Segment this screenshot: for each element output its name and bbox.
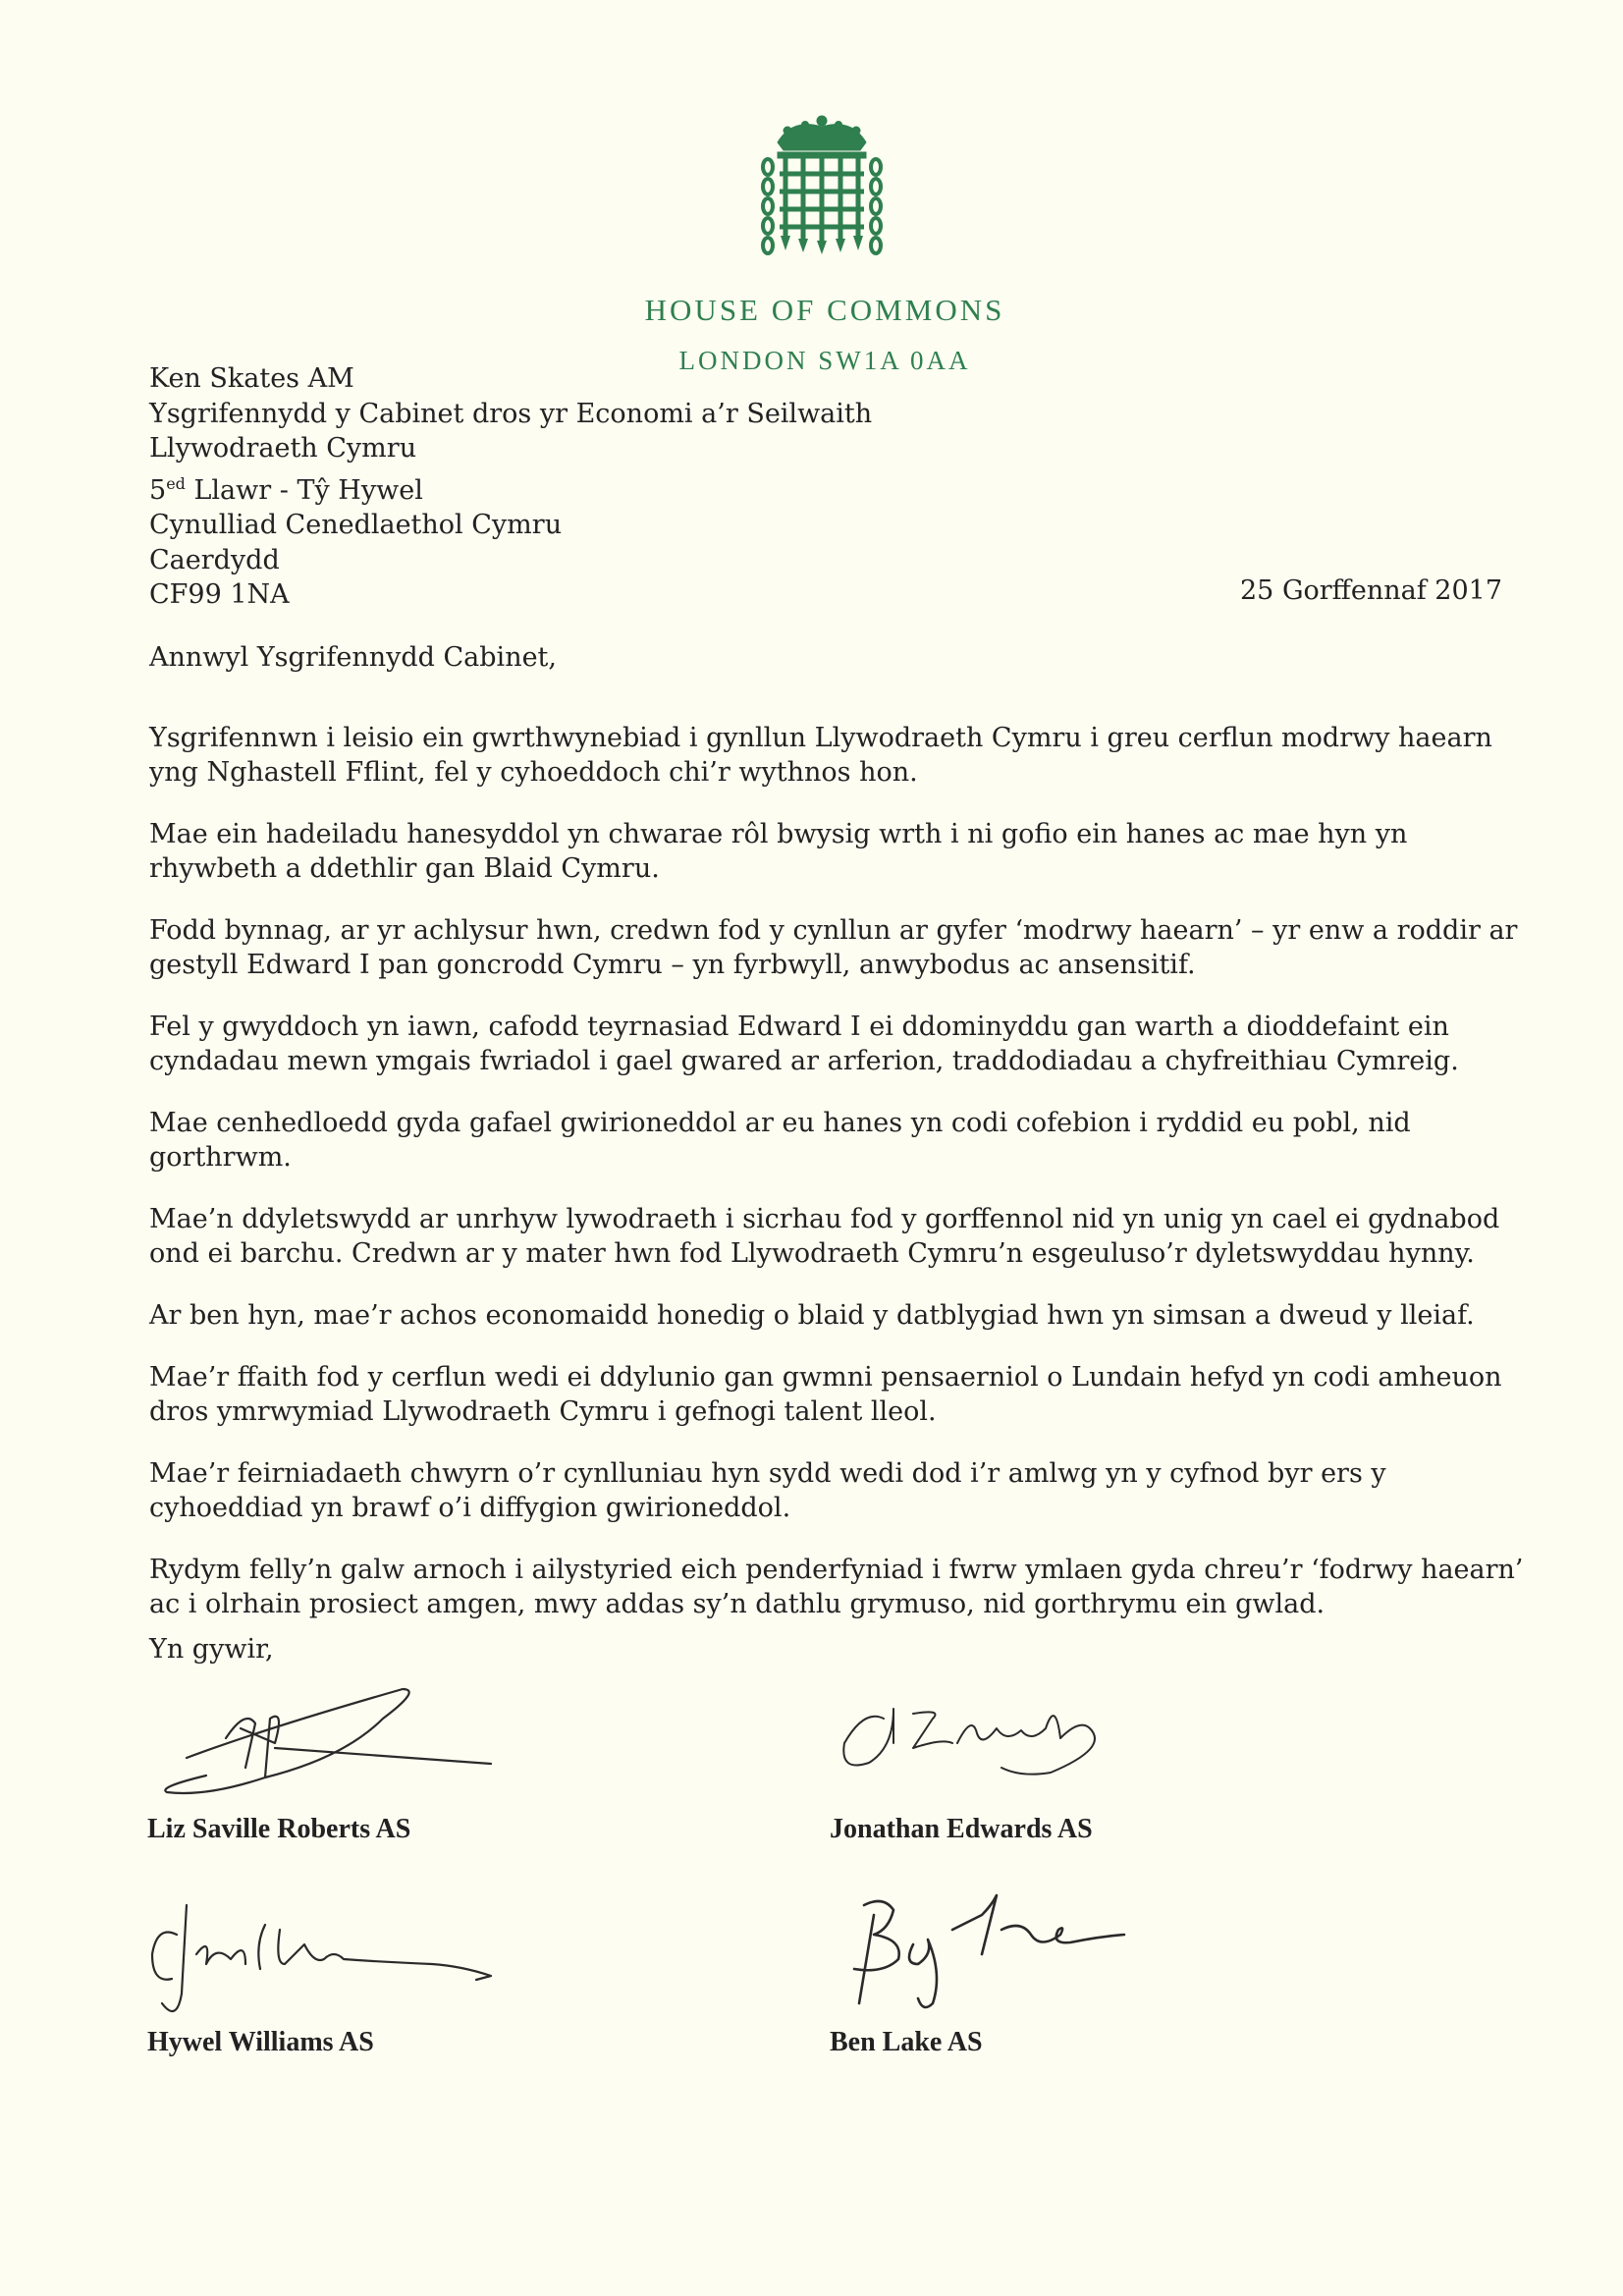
floor-number: 5 [149, 474, 167, 506]
recipient-role: Ysgrifennydd y Cabinet dros yr Economi a’r Seilwaith [149, 398, 873, 429]
salutation: Annwyl Ysgrifennydd Cabinet, [149, 642, 557, 673]
signatory-name: Jonathan Edwards AS [830, 1814, 1093, 1844]
signature-hywel-williams [137, 1886, 511, 2023]
house-of-commons-title: HOUSE OF COMMONS [644, 293, 1005, 327]
letter-date: 25 Gorffennaf 2017 [1240, 575, 1502, 606]
signatory-name: Liz Saville Roberts AS [147, 1814, 411, 1844]
body-paragraph: Fel y gwyddoch yn iawn, cafodd teyrnasiad Edward I ei ddominyddu gan warth a dioddefaint ein cyndadau mewn ymgais fwriadol i gael gwared ar arferion, traddodiadau a chyfreithiau Cymreig. [149, 1011, 1459, 1076]
portcullis-crest-icon [758, 113, 886, 255]
recipient-organisation: Llywodraeth Cymru [149, 433, 417, 464]
recipient-building: Cynulliad Cenedlaethol Cymru [149, 510, 563, 540]
body-paragraph: Rydym felly’n galw arnoch i ailystyried eich penderfyniad i fwrw ymlaen gyda chreu’r ‘fodrwy haearn’ ac i olrhain prosiect amgen, mwy addas sy’n dathlu grymuso, nid gorthrymu ein gwlad. [149, 1555, 1524, 1619]
floor-building: Llawr - Tŷ Hywel [185, 474, 423, 506]
body-paragraph: Mae’n ddyletswydd ar unrhyw lywodraeth i sicrhau fod y gorffennol nid yn unig yn cael ei gydnabod ond ei barchu. Credwn ar y mater hwn fod Llywodraeth Cymru’n esgeuluso’r dyletswyddau hynny. [149, 1204, 1500, 1269]
body-paragraph: Mae ein hadeiladu hanesyddol yn chwarae rôl bwysig wrth i ni gofio ein hanes ac mae hyn yn rhywbeth a ddethlir gan Blaid Cymru. [149, 819, 1408, 884]
body-paragraph: Mae’r feirniadaeth chwyrn o’r cynlluniau hyn sydd wedi dod i’r amlwg yn y cyfnod byr ers y cyhoeddiad yn brawf o’i diffygion gwirioneddol. [149, 1458, 1386, 1523]
recipient-address [149, 361, 1033, 613]
recipient-postcode: CF99 1NA [149, 579, 290, 610]
signature-ben-lake [825, 1876, 1139, 2023]
floor-suffix: ed [166, 473, 186, 493]
body-paragraph: Ar ben hyn, mae’r achos economaidd honedig o blaid y datblygiad hwn yn simsan a dweud y lleiaf. [149, 1300, 1475, 1331]
recipient-name: Ken Skates AM [149, 363, 354, 394]
house-address: LONDON SW1A 0AA [678, 346, 971, 375]
closing: Yn gywir, [149, 1634, 274, 1665]
body-paragraph: Mae’r ffaith fod y cerflun wedi ei ddylunio gan gwmni pensaerniol o Lundain hefyd yn codi amheuon dros ymrwymiad Llywodraeth Cymru i gefnogi talent lleol. [149, 1362, 1502, 1427]
signature-liz-saville-roberts [147, 1669, 501, 1817]
recipient-floor [149, 466, 1033, 509]
body-paragraph: Mae cenhedloedd gyda gafael gwirioneddol ar eu hanes yn codi cofebion i ryddid eu pobl, nid gorthrwm. [149, 1108, 1411, 1173]
body-paragraph: Fodd bynnag, ar yr achlysur hwn, credwn fod y cynllun ar gyfer ‘modrwy haearn’ – yr enw a roddir ar gestyll Edward I pan goncrodd Cymru – yn fyrbwyll, anwybodus ac ansensitif. [149, 915, 1518, 980]
recipient-city: Caerdydd [149, 544, 280, 575]
signature-jonathan-edwards [825, 1689, 1149, 1797]
letter-body [149, 721, 1524, 1649]
signatory-name: Ben Lake AS [830, 2027, 983, 2057]
signatory-name: Hywel Williams AS [147, 2027, 374, 2057]
body-paragraph: Ysgrifennwn i leisio ein gwrthwynebiad i gynllun Llywodraeth Cymru i greu cerflun modrwy haearn yng Nghastell Fflint, fel y cyhoeddoch chi’r wythnos hon. [149, 723, 1492, 788]
